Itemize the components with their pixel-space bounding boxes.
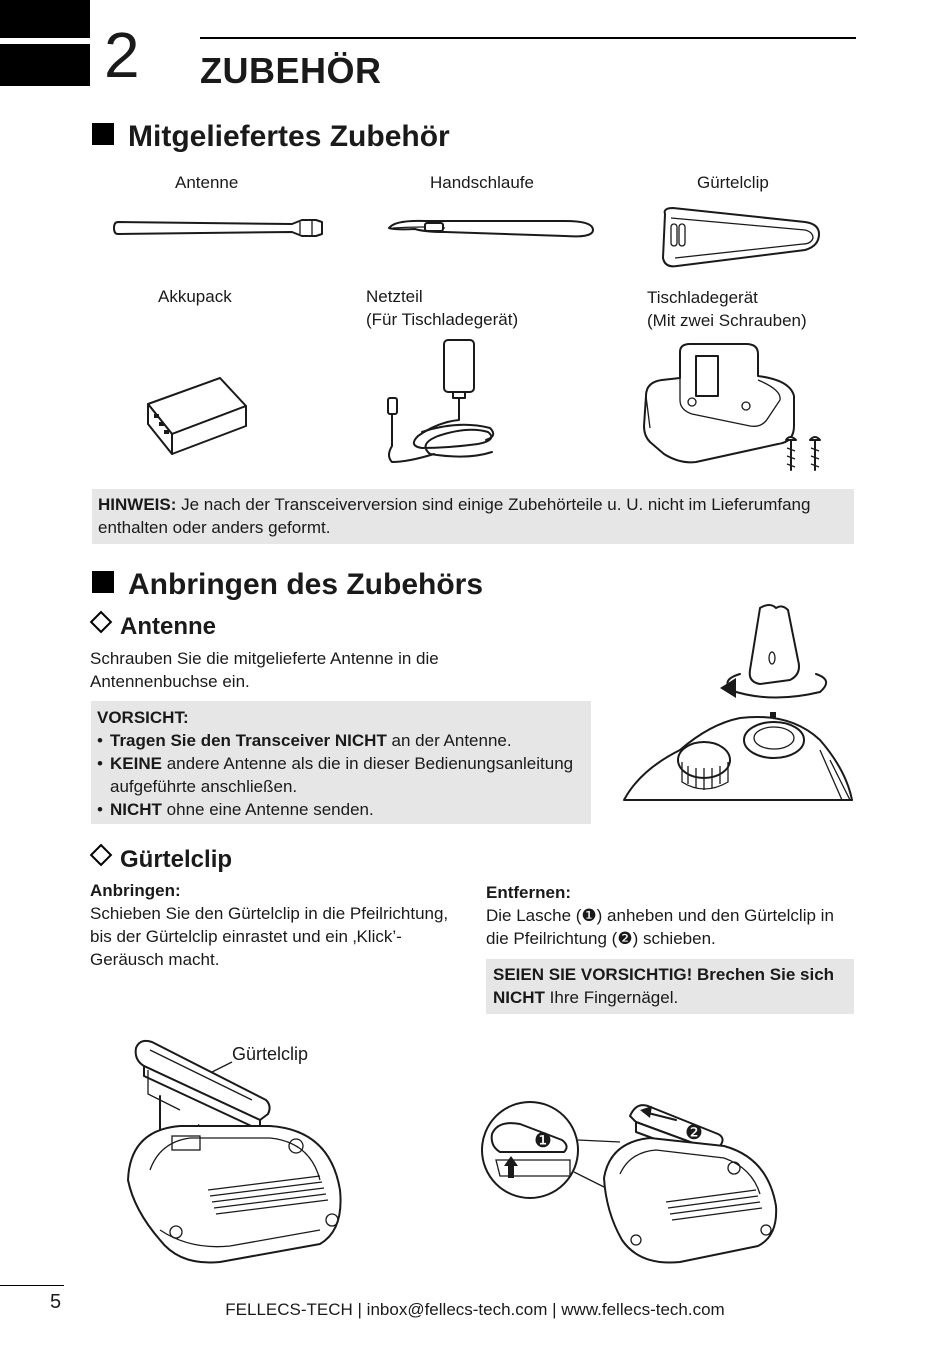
diamond-bullet-icon: [90, 844, 113, 867]
label-adapter-line2: (Für Tischladegerät): [366, 310, 519, 329]
step-2-marker: ❷: [685, 1122, 703, 1144]
antenna-illustration: [112, 208, 332, 248]
antenna-mounting-illustration: [620, 600, 860, 805]
chapter-rule: [200, 37, 856, 39]
power-adapter-illustration: [378, 336, 508, 476]
hand-strap-illustration: [385, 208, 600, 248]
caution-bullet-2: • KEINE andere Antenne als die in dieser Bedienungsanleitung aufgeführte anschließen.: [97, 754, 574, 796]
caution-label: VORSICHT:: [97, 708, 189, 727]
battery-pack-illustration: [142, 370, 252, 460]
footer-text: FELLECS-TECH | inbox@fellecs-tech.com | www.fellecs-tech.com: [225, 1300, 725, 1319]
warning-box: [486, 959, 854, 1014]
subheading-belt-clip: Gürtelclip: [88, 846, 232, 874]
square-bullet-icon: [92, 571, 114, 593]
belt-clip-remove-illustration: [480, 1080, 820, 1270]
step-1-marker: ❶: [534, 1130, 552, 1152]
antenna-instruction: Schrauben Sie die mitgelieferte Antenne in die Antennenbuchse ein.: [90, 649, 439, 691]
caution-bullet-1: • Tragen Sie den Transceiver NICHT an der Antenne.: [97, 731, 512, 750]
diamond-bullet-icon: [90, 611, 113, 634]
attach-instruction: Schieben Sie den Gürtelclip in die Pfeilrichtung, bis der Gürtelclip einrastet und ein ‚Klick’-Geräusch macht.: [90, 904, 449, 969]
caution-bullet-3: • NICHT ohne eine Antenne senden.: [97, 800, 374, 819]
caution-box: [91, 701, 591, 824]
chapter-tab-top: [0, 0, 90, 38]
label-hand-strap: Handschlaufe: [430, 173, 534, 192]
desktop-charger-illustration: [640, 336, 840, 476]
remove-instruction: Die Lasche (❶) anheben und den Gürtelclip in die Pfeilrichtung (❷) schieben.: [486, 906, 834, 948]
note-text: HINWEIS: Je nach der Transceiverversion sind einige Zubehörteile u. U. nicht im Lieferumfang enthalten oder anders geformt.: [98, 495, 811, 537]
figure-label-belt-clip: Gürtelclip: [232, 1044, 309, 1064]
attach-label: Anbringen:: [90, 881, 181, 900]
chapter-title: ZUBEHÖR: [200, 50, 382, 91]
label-antenna: Antenne: [175, 173, 239, 192]
label-belt-clip: Gürtelclip: [697, 173, 769, 192]
section-heading-supplied: Mitgeliefertes Zubehör: [92, 120, 450, 154]
square-bullet-icon: [92, 123, 114, 145]
label-battery: Akkupack: [158, 287, 232, 306]
remove-label: Entfernen:: [486, 883, 571, 902]
warning-text: SEIEN SIE VORSICHTIG! Brechen Sie sich NICHT Ihre Fingernägel.: [493, 965, 835, 1007]
label-charger-line2: (Mit zwei Schrauben): [647, 311, 807, 330]
label-charger-line1: Tischladegerät: [647, 288, 758, 307]
footer-rule: [0, 1285, 64, 1286]
label-adapter-line1: Netzteil: [366, 287, 423, 306]
chapter-number: 2: [104, 19, 140, 91]
page-number: 5: [50, 1291, 62, 1313]
subheading-antenna: Antenne: [88, 613, 216, 641]
belt-clip-illustration: [655, 200, 825, 275]
chapter-tab-bottom: [0, 44, 90, 86]
belt-clip-attach-illustration: [120, 1030, 360, 1270]
section-heading-attach: Anbringen des Zubehörs: [92, 568, 483, 602]
note-box: [92, 489, 854, 544]
